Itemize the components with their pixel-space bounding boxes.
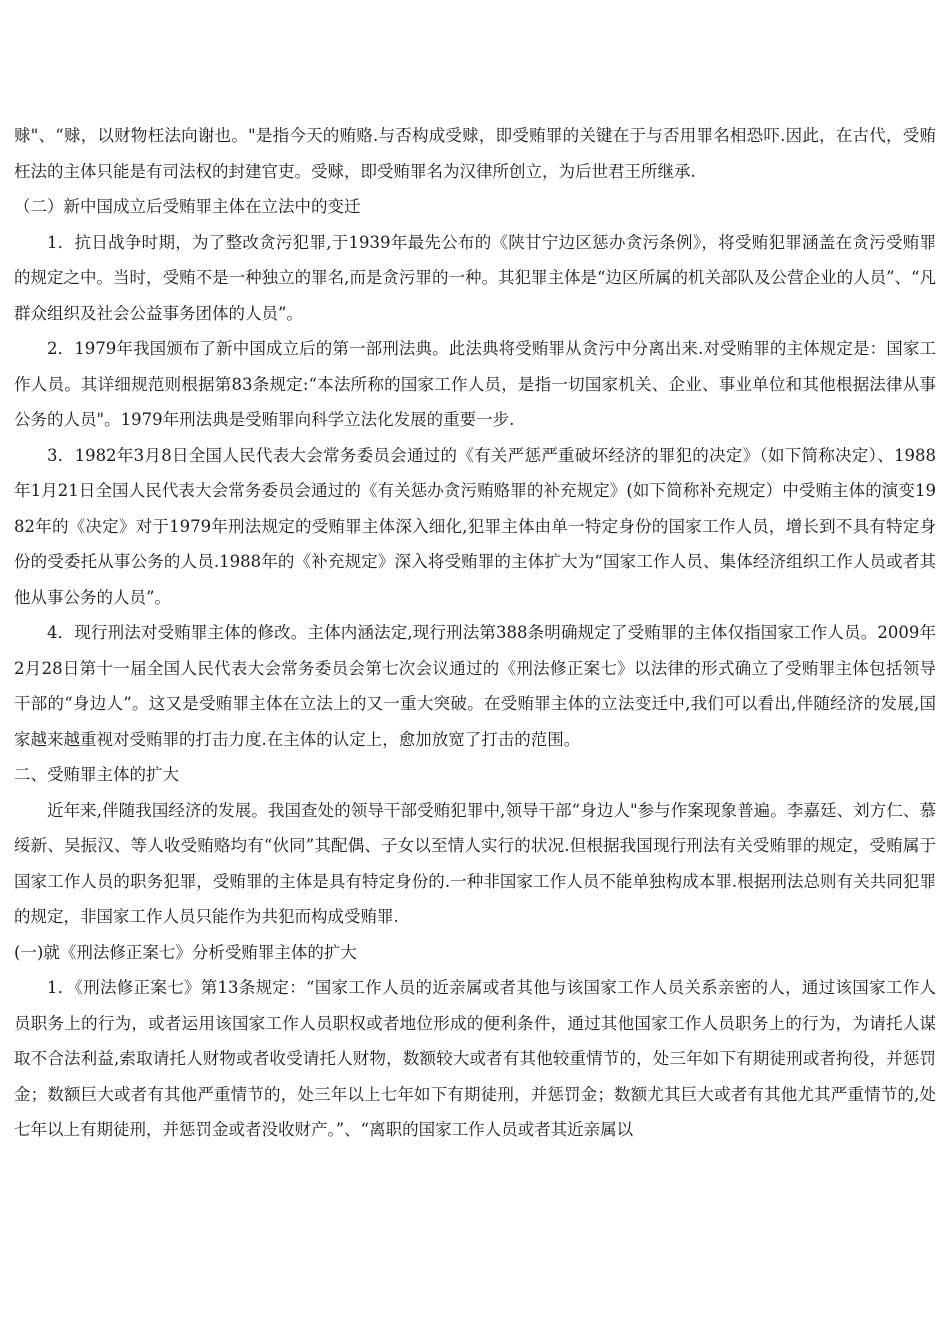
paragraph-item-3: 3．1982年3月8日全国人民代表大会常务委员会通过的《有关严惩严重破坏经济的罪犯的决定》（如下简称决定）、1988年1月21日全国人民代表大会常务委员会通过的《有关惩办贪污贿赂罪的补充规定》(如下简称补充规定）中受贿主体的演变1982年的《决定》对于1979年刑法规定的受贿罪主体深入细化,犯罪主体由单一特定身份的国家工作人员，增长到不具有特定身份的受委托从事公务的人员.1988年的《补充规定》深入将受贿罪的主体扩大为“国家工作人员、集体经济组织工作人员或者其他从事公务的人员”。 — [14, 445, 936, 607]
paragraph-item-4: 4．现行刑法对受贿罪主体的修改。主体内涵法定,现行刑法第388条明确规定了受贿罪的主体仅指国家工作人员。2009年2月28日第十一届全国人民代表大会常务委员会第七次会议通过的《刑法修正案七》以法律的形式确立了受贿罪主体包括领导干部的“身边人”。这又是受贿罪主体在立法上的又一重大突破。在受贿罪主体的立法变迁中,我们可以看出,伴随经济的发展,国家越来越重视对受贿罪的打击力度.在主体的认定上，愈加放宽了打击的范围。 — [14, 623, 936, 749]
paragraph-recent-years: 近年来,伴随我国经济的发展。我国查处的领导干部受贿犯罪中,领导干部“身边人"参与作案现象普遍。李嘉廷、刘方仁、慕绥新、吴振汉、等人收受贿赂均有“伙同”其配偶、子女以至情人实行的状况.但根据我国现行刑法有关受贿罪的规定，受贿属于国家工作人员的职务犯罪，受贿罪的主体是具有特定身份的.一种非国家工作人员不能单独构成本罪.根据刑法总则有关共同犯罪的规定，非国家工作人员只能作为共犯而构成受贿罪. — [14, 800, 936, 926]
paragraph-amendment-article-13: 1．《刑法修正案七》第13条规定：“国家工作人员的近亲属或者其他与该国家工作人员关系亲密的人，通过该国家工作人员职务上的行为，或者运用该国家工作人员职权或者地位形成的便利条件，通过其他国家工作人员职务上的行为，为请托人谋取不合法利益,索取请托人财物或者收受请托人财物，数额较大或者有其他较重情节的，处三年如下有期徒刑或者拘役，并惩罚金；数额巨大或者有其他严重情节的，处三年以上七年如下有期徒刑，并惩罚金；数额尤其巨大或者有其他尤其严重情节的,处七年以上有期徒刑，并惩罚金或者没收财产。”、“离职的国家工作人员或者其近亲属以 — [14, 978, 936, 1139]
paragraph-item-2: 2．1979年我国颁布了新中国成立后的第一部刑法典。此法典将受贿罪从贪污中分离出来.对受贿罪的主体规定是：国家工作人员。其详细规范则根据第83条规定:“本法所称的国家工作人员，是指一切国家机关、企业、事业单位和其他根据法律从事公务的人员"。1979年刑法典是受贿罪向科学立法化发展的重要一步. — [14, 339, 936, 429]
subsection-heading-amendment-seven: (一)就《刑法修正案七》分析受贿罪主体的扩大 — [14, 942, 357, 962]
section-heading-legislative-changes: （二）新中国成立后受贿罪主体在立法中的变迁 — [14, 197, 361, 216]
section-heading-subject-expansion: 二、受贿罪主体的扩大 — [14, 765, 179, 784]
document-body — [14, 118, 936, 1148]
paragraph-ancient-bribery: 赇"、“赇，以财物枉法向谢也。"是指今天的贿赂.与否构成受赇，即受贿罪的关键在于与否用罪名相恐吓.因此，在古代，受贿枉法的主体只能是有司法权的封建官吏。受赇，即受贿罪名为汉律所创立，为后世君王所继承. — [14, 126, 936, 181]
paragraph-item-1: 1．抗日战争时期，为了整改贪污犯罪,于1939年最先公布的《陕甘宁边区惩办贪污条例》，将受贿犯罪涵盖在贪污受贿罪的规定之中。当时，受贿不是一种独立的罪名,而是贪污罪的一种。其犯罪主体是“边区所属的机关部队及公营企业的人员”、“凡群众组织及社会公益事务团体的人员”。 — [14, 232, 936, 323]
